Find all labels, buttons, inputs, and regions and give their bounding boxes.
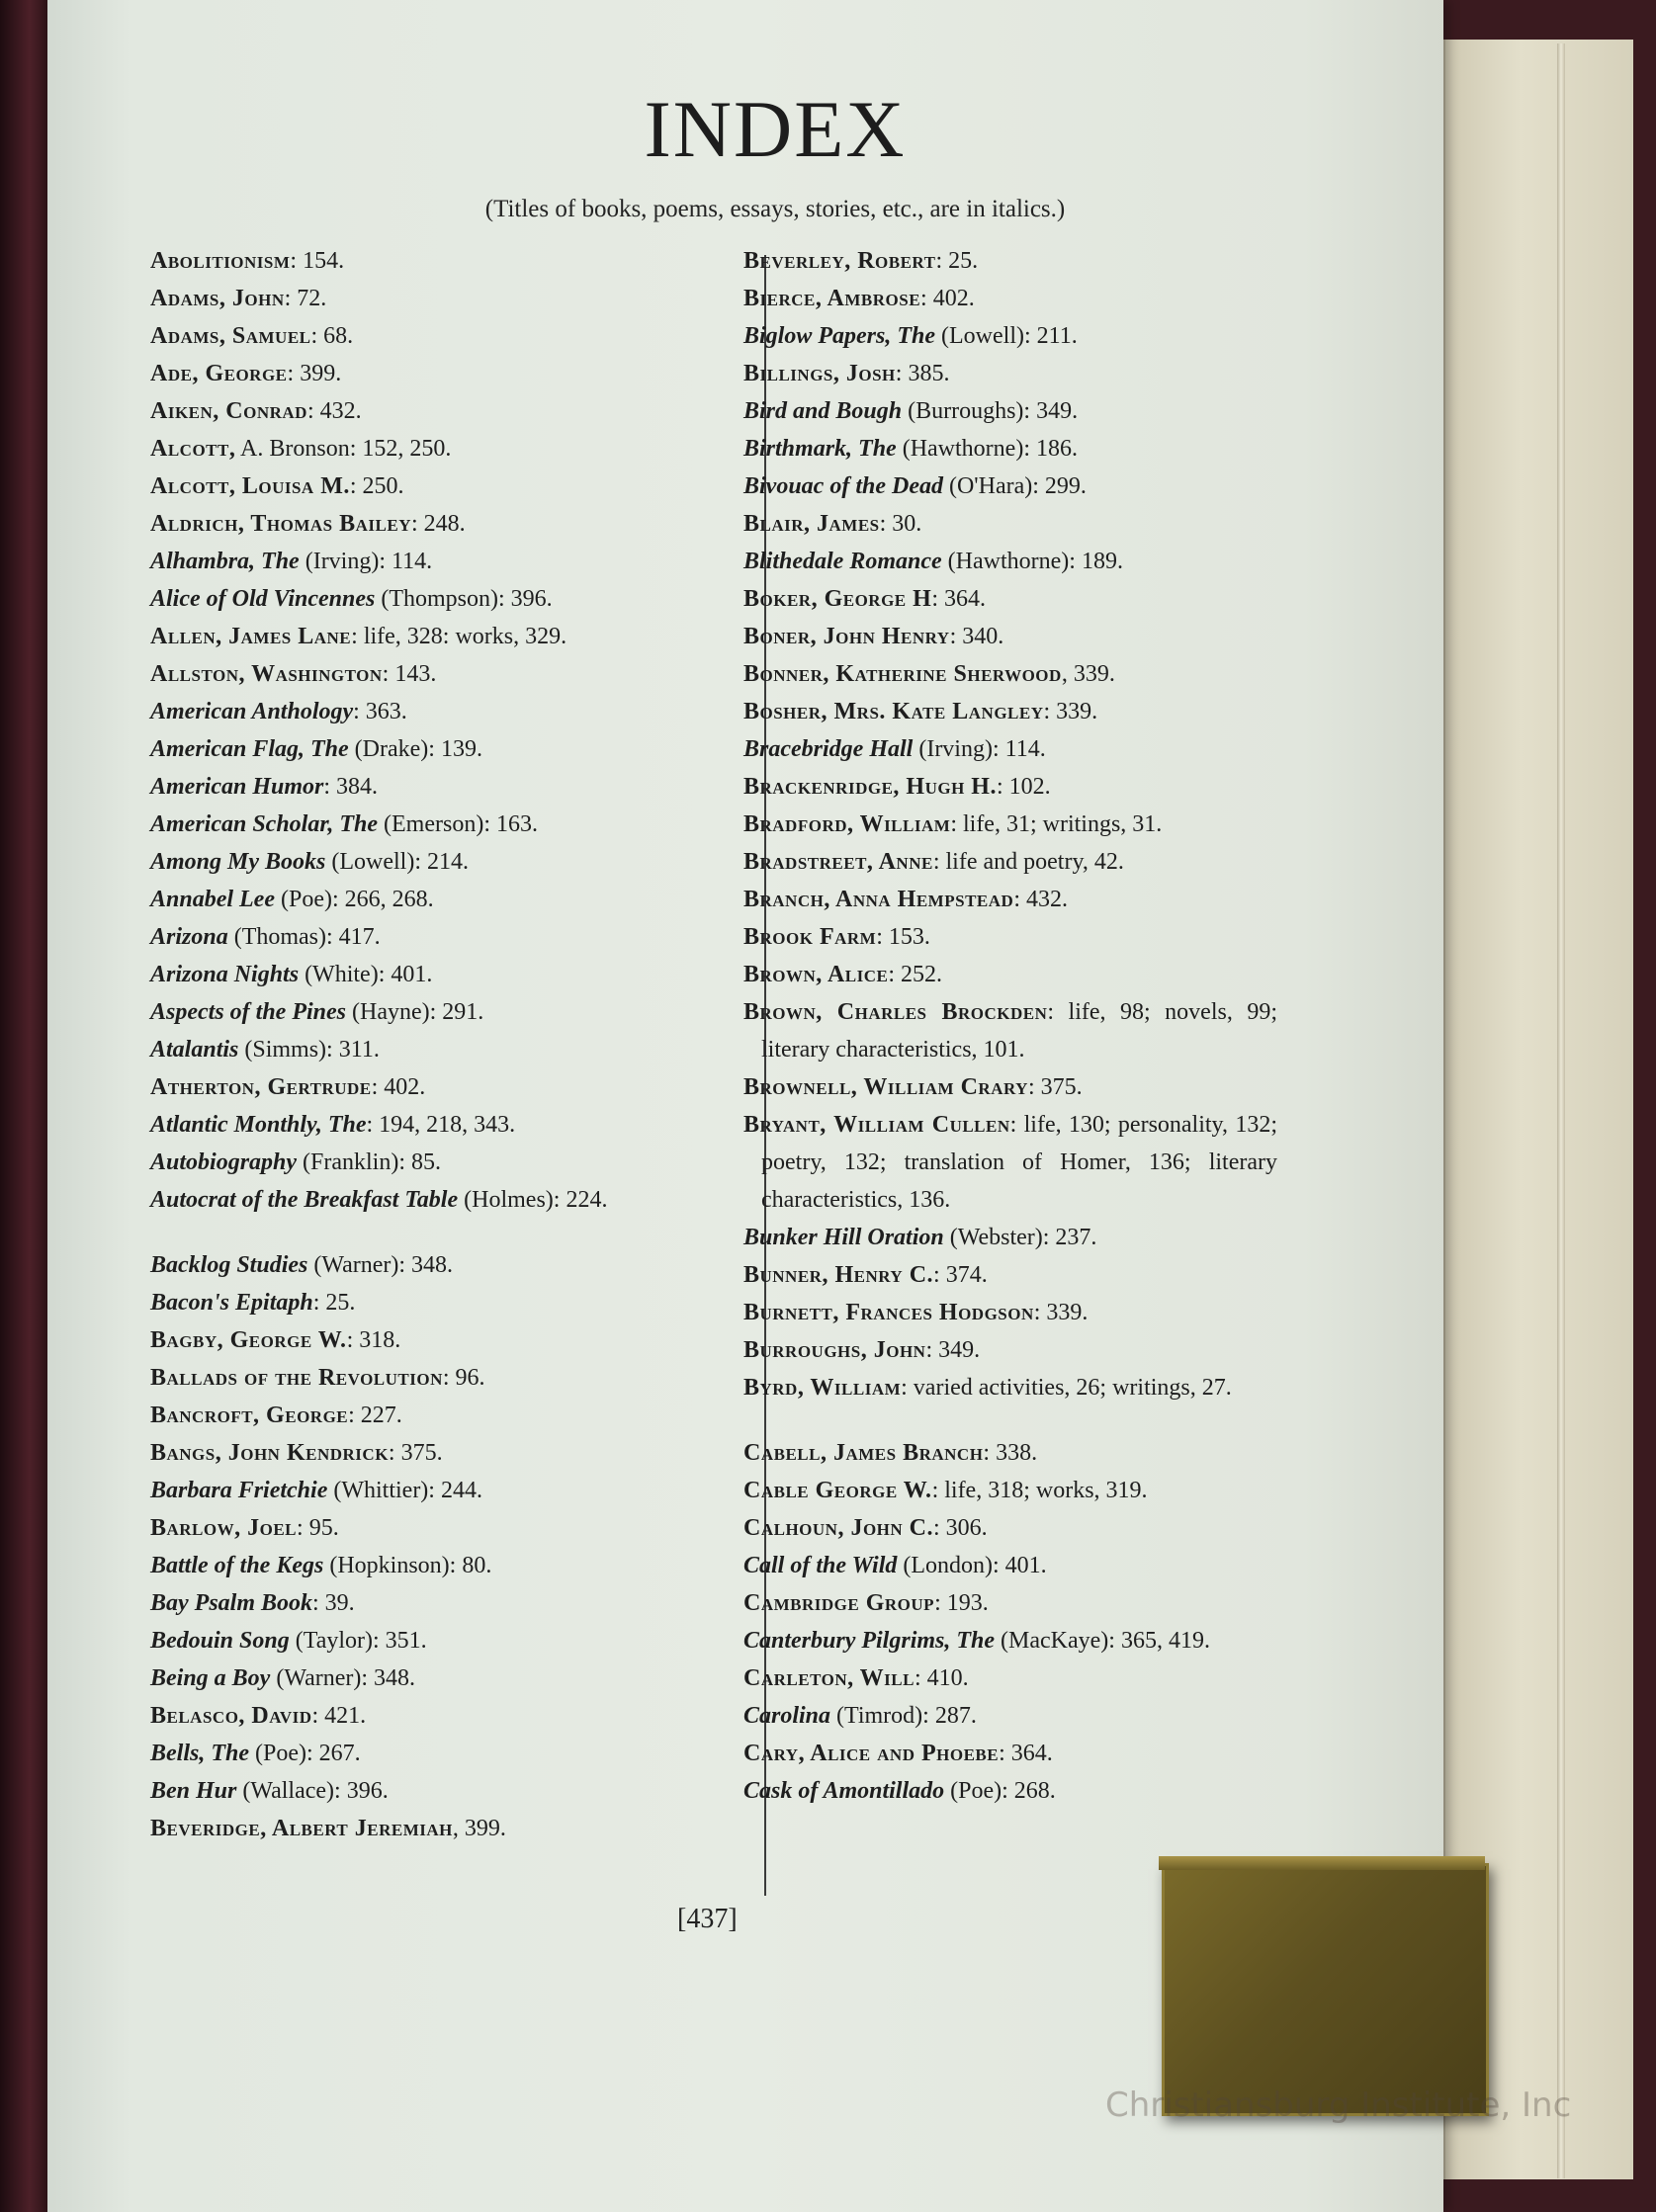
index-entry	[150, 430, 714, 468]
index-entry	[150, 1772, 714, 1810]
entry-references: : 318.	[346, 1327, 401, 1353]
index-entry	[743, 392, 1277, 430]
watermark: Christiansburg Institute, Inc	[1105, 2085, 1572, 2125]
index-entry	[150, 280, 714, 317]
index-entry	[743, 1369, 1277, 1406]
entry-heading: Brook Farm	[743, 924, 877, 950]
index-entry	[743, 280, 1277, 317]
index-entry	[150, 505, 714, 543]
index-entry	[743, 1697, 1277, 1735]
entry-references: : 68.	[310, 323, 354, 349]
index-entry	[150, 693, 714, 730]
entry-references: : 95.	[297, 1515, 339, 1541]
entry-references: : 374.	[933, 1262, 988, 1288]
index-entry	[150, 806, 714, 843]
index-entry	[150, 1810, 714, 1847]
entry-heading: Adams, John	[150, 286, 285, 311]
entry-references: : 25.	[935, 248, 979, 274]
entry-references: , 339.	[1061, 661, 1115, 687]
index-entry	[743, 993, 1277, 1068]
entry-title-italic: Bay Psalm Book	[150, 1590, 313, 1616]
index-entry	[743, 242, 1277, 280]
index-entry	[743, 1106, 1277, 1219]
entry-title-italic: Bivouac of the Dead	[743, 473, 943, 499]
index-entry	[150, 881, 714, 918]
entry-references: : 340.	[949, 624, 1004, 649]
index-entry	[743, 881, 1277, 918]
index-entry	[150, 1434, 714, 1472]
entry-references: (Warner): 348.	[307, 1252, 454, 1278]
entry-heading: Abolitionism	[150, 248, 291, 274]
entry-heading: Aldrich, Thomas Bailey	[150, 511, 411, 537]
entry-heading: Branch, Anna Hempstead	[743, 887, 1014, 912]
index-entry	[150, 1106, 714, 1144]
entry-references: (Whittier): 244.	[327, 1478, 482, 1503]
entry-heading: Bunner, Henry C.	[743, 1262, 934, 1288]
entry-title-italic: American Anthology	[150, 699, 354, 724]
index-entry	[150, 543, 714, 580]
entry-title-italic: Arizona	[150, 924, 228, 950]
entry-references: (Timrod): 287.	[830, 1703, 977, 1729]
entry-references: (Wallace): 396.	[236, 1778, 389, 1804]
entry-references: (Irving): 114.	[299, 549, 433, 574]
entry-references: : life, 328: works, 329.	[351, 624, 567, 649]
entry-references: : 363.	[353, 699, 407, 724]
entry-references: (Simms): 311.	[238, 1037, 380, 1063]
entry-references: : 402.	[371, 1074, 426, 1100]
index-entry	[150, 730, 714, 768]
entry-heading: Alcott, Louisa M.	[150, 473, 350, 499]
entry-references: : 421.	[311, 1703, 367, 1729]
entry-references: : 193.	[934, 1590, 989, 1616]
index-entry	[743, 1256, 1277, 1294]
entry-references: (Hawthorne): 186.	[896, 436, 1078, 462]
index-entry	[150, 1697, 714, 1735]
index-entry	[743, 543, 1277, 580]
index-entry	[743, 355, 1277, 392]
index-entry	[743, 1735, 1277, 1772]
index-entry	[743, 1472, 1277, 1509]
index-entry	[743, 1547, 1277, 1584]
index-entry	[150, 993, 714, 1031]
entry-references: (Hopkinson): 80.	[323, 1553, 492, 1578]
entry-references: (Poe): 268.	[944, 1778, 1056, 1804]
index-column-left	[150, 242, 714, 1847]
entry-heading: Ballads of the Revolution	[150, 1365, 443, 1391]
entry-references: (Irving): 114.	[913, 736, 1046, 762]
index-entry	[743, 1068, 1277, 1106]
entry-references: : 385.	[895, 361, 950, 386]
index-entry	[150, 1068, 714, 1106]
entry-references: : 248.	[411, 511, 466, 537]
index-entry	[743, 693, 1277, 730]
entry-references: (Poe): 267.	[249, 1741, 361, 1766]
entry-references: : 402.	[920, 286, 975, 311]
entry-title-italic: American Humor	[150, 774, 324, 800]
entry-title-italic: Alice of Old Vincennes	[150, 586, 376, 612]
entry-references: : 96.	[442, 1365, 485, 1391]
index-entry	[743, 618, 1277, 655]
index-entry	[743, 430, 1277, 468]
entry-references: : 102.	[996, 774, 1051, 800]
entry-title-italic: Autobiography	[150, 1149, 298, 1175]
entry-references: (Emerson): 163.	[378, 811, 538, 837]
entry-references: : life and poetry, 42.	[932, 849, 1124, 875]
entry-references: (London): 401.	[897, 1553, 1047, 1578]
index-entry	[743, 843, 1277, 881]
entry-heading: Billings, Josh	[743, 361, 896, 386]
entry-references: : 250.	[349, 473, 404, 499]
page-subtitle: (Titles of books, poems, essays, stories, etc., are in italics.)	[484, 196, 1066, 222]
entry-references: (White): 401.	[299, 962, 433, 987]
entry-references: : 349.	[925, 1337, 981, 1363]
brass-weight	[1162, 1863, 1489, 2116]
entry-heading: Bangs, John Kendrick	[150, 1440, 389, 1466]
entry-heading: Bosher, Mrs. Kate Langley	[743, 699, 1044, 724]
entry-references: : 30.	[879, 511, 922, 537]
entry-title-italic: American Flag, The	[150, 736, 349, 762]
entry-heading: Beverley, Robert	[743, 248, 936, 274]
entry-references: : 399.	[287, 361, 342, 386]
index-entry	[743, 956, 1277, 993]
index-entry	[150, 1144, 714, 1181]
entry-references: , 399.	[452, 1816, 506, 1841]
entry-heading: Bonner, Katherine Sherwood	[743, 661, 1062, 687]
index-entry	[743, 730, 1277, 768]
entry-heading: Atherton, Gertrude	[150, 1074, 372, 1100]
index-entry	[150, 317, 714, 355]
index-entry	[743, 1509, 1277, 1547]
index-entry	[150, 1321, 714, 1359]
entry-references: : 384.	[323, 774, 379, 800]
entry-title-italic: Among My Books	[150, 849, 326, 875]
index-entry	[743, 1584, 1277, 1622]
entry-title-italic: Ben Hur	[150, 1778, 237, 1804]
page-number: [437]	[677, 1904, 738, 1934]
page-title: INDEX	[644, 84, 907, 174]
brass-weight-top	[1159, 1856, 1485, 1870]
entry-references: : 72.	[284, 286, 327, 311]
entry-references: : varied activities, 26; writings, 27.	[901, 1375, 1232, 1401]
entry-heading: Cable George W.	[743, 1478, 932, 1503]
index-entry	[743, 1434, 1277, 1472]
index-entry	[743, 317, 1277, 355]
entry-title-italic: Backlog Studies	[150, 1252, 308, 1278]
index-entry	[150, 1397, 714, 1434]
index-entry	[150, 618, 714, 655]
entry-heading: Cary, Alice and Phoebe	[743, 1741, 1000, 1766]
entry-references: : 39.	[312, 1590, 355, 1616]
entry-references: (Lowell): 214.	[325, 849, 470, 875]
entry-title-italic: Aspects of the Pines	[150, 999, 346, 1025]
entry-references: : life, 98; novels, 99; literary characteristics, 101.	[761, 999, 1277, 1063]
entry-heading: Calhoun, John C.	[743, 1515, 934, 1541]
entry-heading: Allen, James Lane	[150, 624, 352, 649]
entry-references: : 364.	[999, 1741, 1053, 1766]
index-entry	[150, 768, 714, 806]
entry-references: : 153.	[876, 924, 930, 950]
index-entry	[150, 1547, 714, 1584]
index-entry	[743, 918, 1277, 956]
entry-title-italic: Bells, The	[150, 1741, 249, 1766]
entry-heading: Bryant, William Cullen	[743, 1112, 1010, 1138]
entry-references: : 410.	[914, 1665, 969, 1691]
entry-references: : 375.	[1027, 1074, 1083, 1100]
entry-title-italic: Annabel Lee	[150, 887, 275, 912]
entry-title-italic: Arizona Nights	[150, 962, 300, 987]
entry-title-italic: Canterbury Pilgrims, The	[743, 1628, 996, 1654]
entry-references: : 432.	[306, 398, 362, 424]
entry-references: (Thompson): 396.	[375, 586, 553, 612]
index-column-right	[743, 242, 1277, 1810]
entry-title-italic: Call of the Wild	[743, 1553, 898, 1578]
entry-references: : 252.	[888, 962, 943, 987]
entry-heading: Belasco, David	[150, 1703, 312, 1729]
entry-title-italic: Bedouin Song	[150, 1628, 290, 1654]
entry-heading: Brown, Charles Brockden	[743, 999, 1048, 1025]
entry-references: (Hayne): 291.	[346, 999, 484, 1025]
entry-title-italic: Birthmark, The	[743, 436, 897, 462]
entry-references: : life, 318; works, 319.	[931, 1478, 1148, 1503]
entry-references: : 338.	[983, 1440, 1038, 1466]
entry-references: (Holmes): 224.	[458, 1187, 608, 1213]
entry-title-italic: Bunker Hill Oration	[743, 1225, 944, 1250]
entry-heading: Cambridge Group	[743, 1590, 935, 1616]
entry-title-italic: Biglow Papers, The	[743, 323, 936, 349]
index-entry	[743, 1294, 1277, 1331]
entry-references: : 227.	[348, 1403, 402, 1428]
entry-title-italic: Barbara Frietchie	[150, 1478, 328, 1503]
underlying-page-edge	[1557, 43, 1565, 2178]
index-entry	[743, 1331, 1277, 1369]
entry-references: (O'Hara): 299.	[942, 473, 1087, 499]
index-entry	[743, 1219, 1277, 1256]
entry-heading: Beveridge, Albert Jeremiah	[150, 1816, 453, 1841]
index-entry	[150, 468, 714, 505]
entry-heading: Brownell, William Crary	[743, 1074, 1028, 1100]
index-entry	[150, 1509, 714, 1547]
entry-references: (Hawthorne): 189.	[941, 549, 1123, 574]
entry-heading: Aiken, Conrad	[150, 398, 307, 424]
entry-heading: Bradstreet, Anne	[743, 849, 933, 875]
entry-title-italic: Blithedale Romance	[743, 549, 942, 574]
entry-title-italic: Autocrat of the Breakfast Table	[150, 1187, 459, 1213]
entry-heading: Blair, James	[743, 511, 880, 537]
index-entry	[150, 1359, 714, 1397]
entry-references: : life, 31; writings, 31.	[950, 811, 1163, 837]
entry-heading: Bancroft, George	[150, 1403, 349, 1428]
entry-title-italic: Bacon's Epitaph	[150, 1290, 313, 1316]
index-entry	[150, 1031, 714, 1068]
entry-title-italic: Being a Boy	[150, 1665, 271, 1691]
entry-references: : 339.	[1033, 1300, 1089, 1325]
entry-heading: Bradford, William	[743, 811, 951, 837]
entry-heading: Ade, George	[150, 361, 288, 386]
index-entry	[150, 392, 714, 430]
entry-references: : 306.	[933, 1515, 988, 1541]
index-entry	[150, 242, 714, 280]
entry-heading: Allston, Washington	[150, 661, 383, 687]
index-entry	[150, 1246, 714, 1284]
entry-references: (Drake): 139.	[348, 736, 482, 762]
entry-heading: Boner, John Henry	[743, 624, 950, 649]
index-entry	[150, 1622, 714, 1659]
index-entry	[150, 1735, 714, 1772]
index-entry	[743, 468, 1277, 505]
index-entry	[150, 956, 714, 993]
index-entry	[743, 505, 1277, 543]
entry-references: (Lowell): 211.	[935, 323, 1078, 349]
entry-references: (Warner): 348.	[270, 1665, 416, 1691]
index-entry	[150, 918, 714, 956]
entry-heading: Brackenridge, Hugh H.	[743, 774, 997, 800]
index-entry	[150, 843, 714, 881]
index-entry	[150, 1284, 714, 1321]
index-entry	[743, 580, 1277, 618]
entry-references: (Thomas): 417.	[227, 924, 381, 950]
index-entry	[150, 1472, 714, 1509]
entry-references: : 375.	[388, 1440, 443, 1466]
entry-references: : life, 130; personality, 132; poetry, 132; translation of Homer, 136; literary characteristics, 136.	[761, 1112, 1277, 1213]
entry-heading: Byrd, William	[743, 1375, 902, 1401]
entry-title-italic: Battle of the Kegs	[150, 1553, 324, 1578]
entry-heading: Bagby, George W.	[150, 1327, 347, 1353]
index-entry	[743, 806, 1277, 843]
entry-references: (Poe): 266, 268.	[275, 887, 434, 912]
entry-heading: Bierce, Ambrose	[743, 286, 921, 311]
entry-references: : 25.	[312, 1290, 356, 1316]
entry-references: (Franklin): 85.	[297, 1149, 442, 1175]
entry-title-italic: Bracebridge Hall	[743, 736, 914, 762]
index-entry	[743, 1772, 1277, 1810]
entry-references: : 154.	[290, 248, 345, 274]
index-entry	[743, 1659, 1277, 1697]
book-frame-left	[0, 0, 49, 2212]
entry-title-italic: Atlantic Monthly, The	[150, 1112, 367, 1138]
entry-title-italic: Bird and Bough	[743, 398, 903, 424]
index-entry	[150, 1659, 714, 1697]
entry-references: : 364.	[931, 586, 986, 612]
index-entry	[743, 768, 1277, 806]
entry-title-italic: Atalantis	[150, 1037, 239, 1063]
entry-references: : 339.	[1043, 699, 1098, 724]
entry-title-italic: American Scholar, The	[150, 811, 379, 837]
entry-references: : 194, 218, 343.	[366, 1112, 516, 1138]
entry-references: (Burroughs): 349.	[902, 398, 1079, 424]
entry-title-italic: Carolina	[743, 1703, 831, 1729]
entry-references: A. Bronson: 152, 250.	[235, 436, 452, 462]
entry-references: (Taylor): 351.	[289, 1628, 427, 1654]
entry-heading: Barlow, Joel	[150, 1515, 298, 1541]
index-entry	[150, 355, 714, 392]
index-entry	[150, 655, 714, 693]
entry-heading: Burnett, Frances Hodgson	[743, 1300, 1034, 1325]
entry-title-italic: Cask of Amontillado	[743, 1778, 945, 1804]
entry-heading: Adams, Samuel	[150, 323, 311, 349]
index-entry	[150, 1181, 714, 1219]
entry-heading: Brown, Alice	[743, 962, 889, 987]
index-entry	[150, 1584, 714, 1622]
entry-references: : 432.	[1013, 887, 1068, 912]
entry-heading: Boker, George H	[743, 586, 932, 612]
entry-references: : 143.	[382, 661, 437, 687]
entry-heading: Alcott,	[150, 436, 236, 462]
entry-references: (Webster): 237.	[943, 1225, 1097, 1250]
index-entry	[743, 655, 1277, 693]
index-entry	[150, 580, 714, 618]
index-entry	[743, 1622, 1277, 1659]
entry-heading: Burroughs, John	[743, 1337, 926, 1363]
entry-title-italic: Alhambra, The	[150, 549, 300, 574]
entry-references: (MacKaye): 365, 419.	[995, 1628, 1210, 1654]
entry-heading: Carleton, Will	[743, 1665, 915, 1691]
entry-heading: Cabell, James Branch	[743, 1440, 984, 1466]
